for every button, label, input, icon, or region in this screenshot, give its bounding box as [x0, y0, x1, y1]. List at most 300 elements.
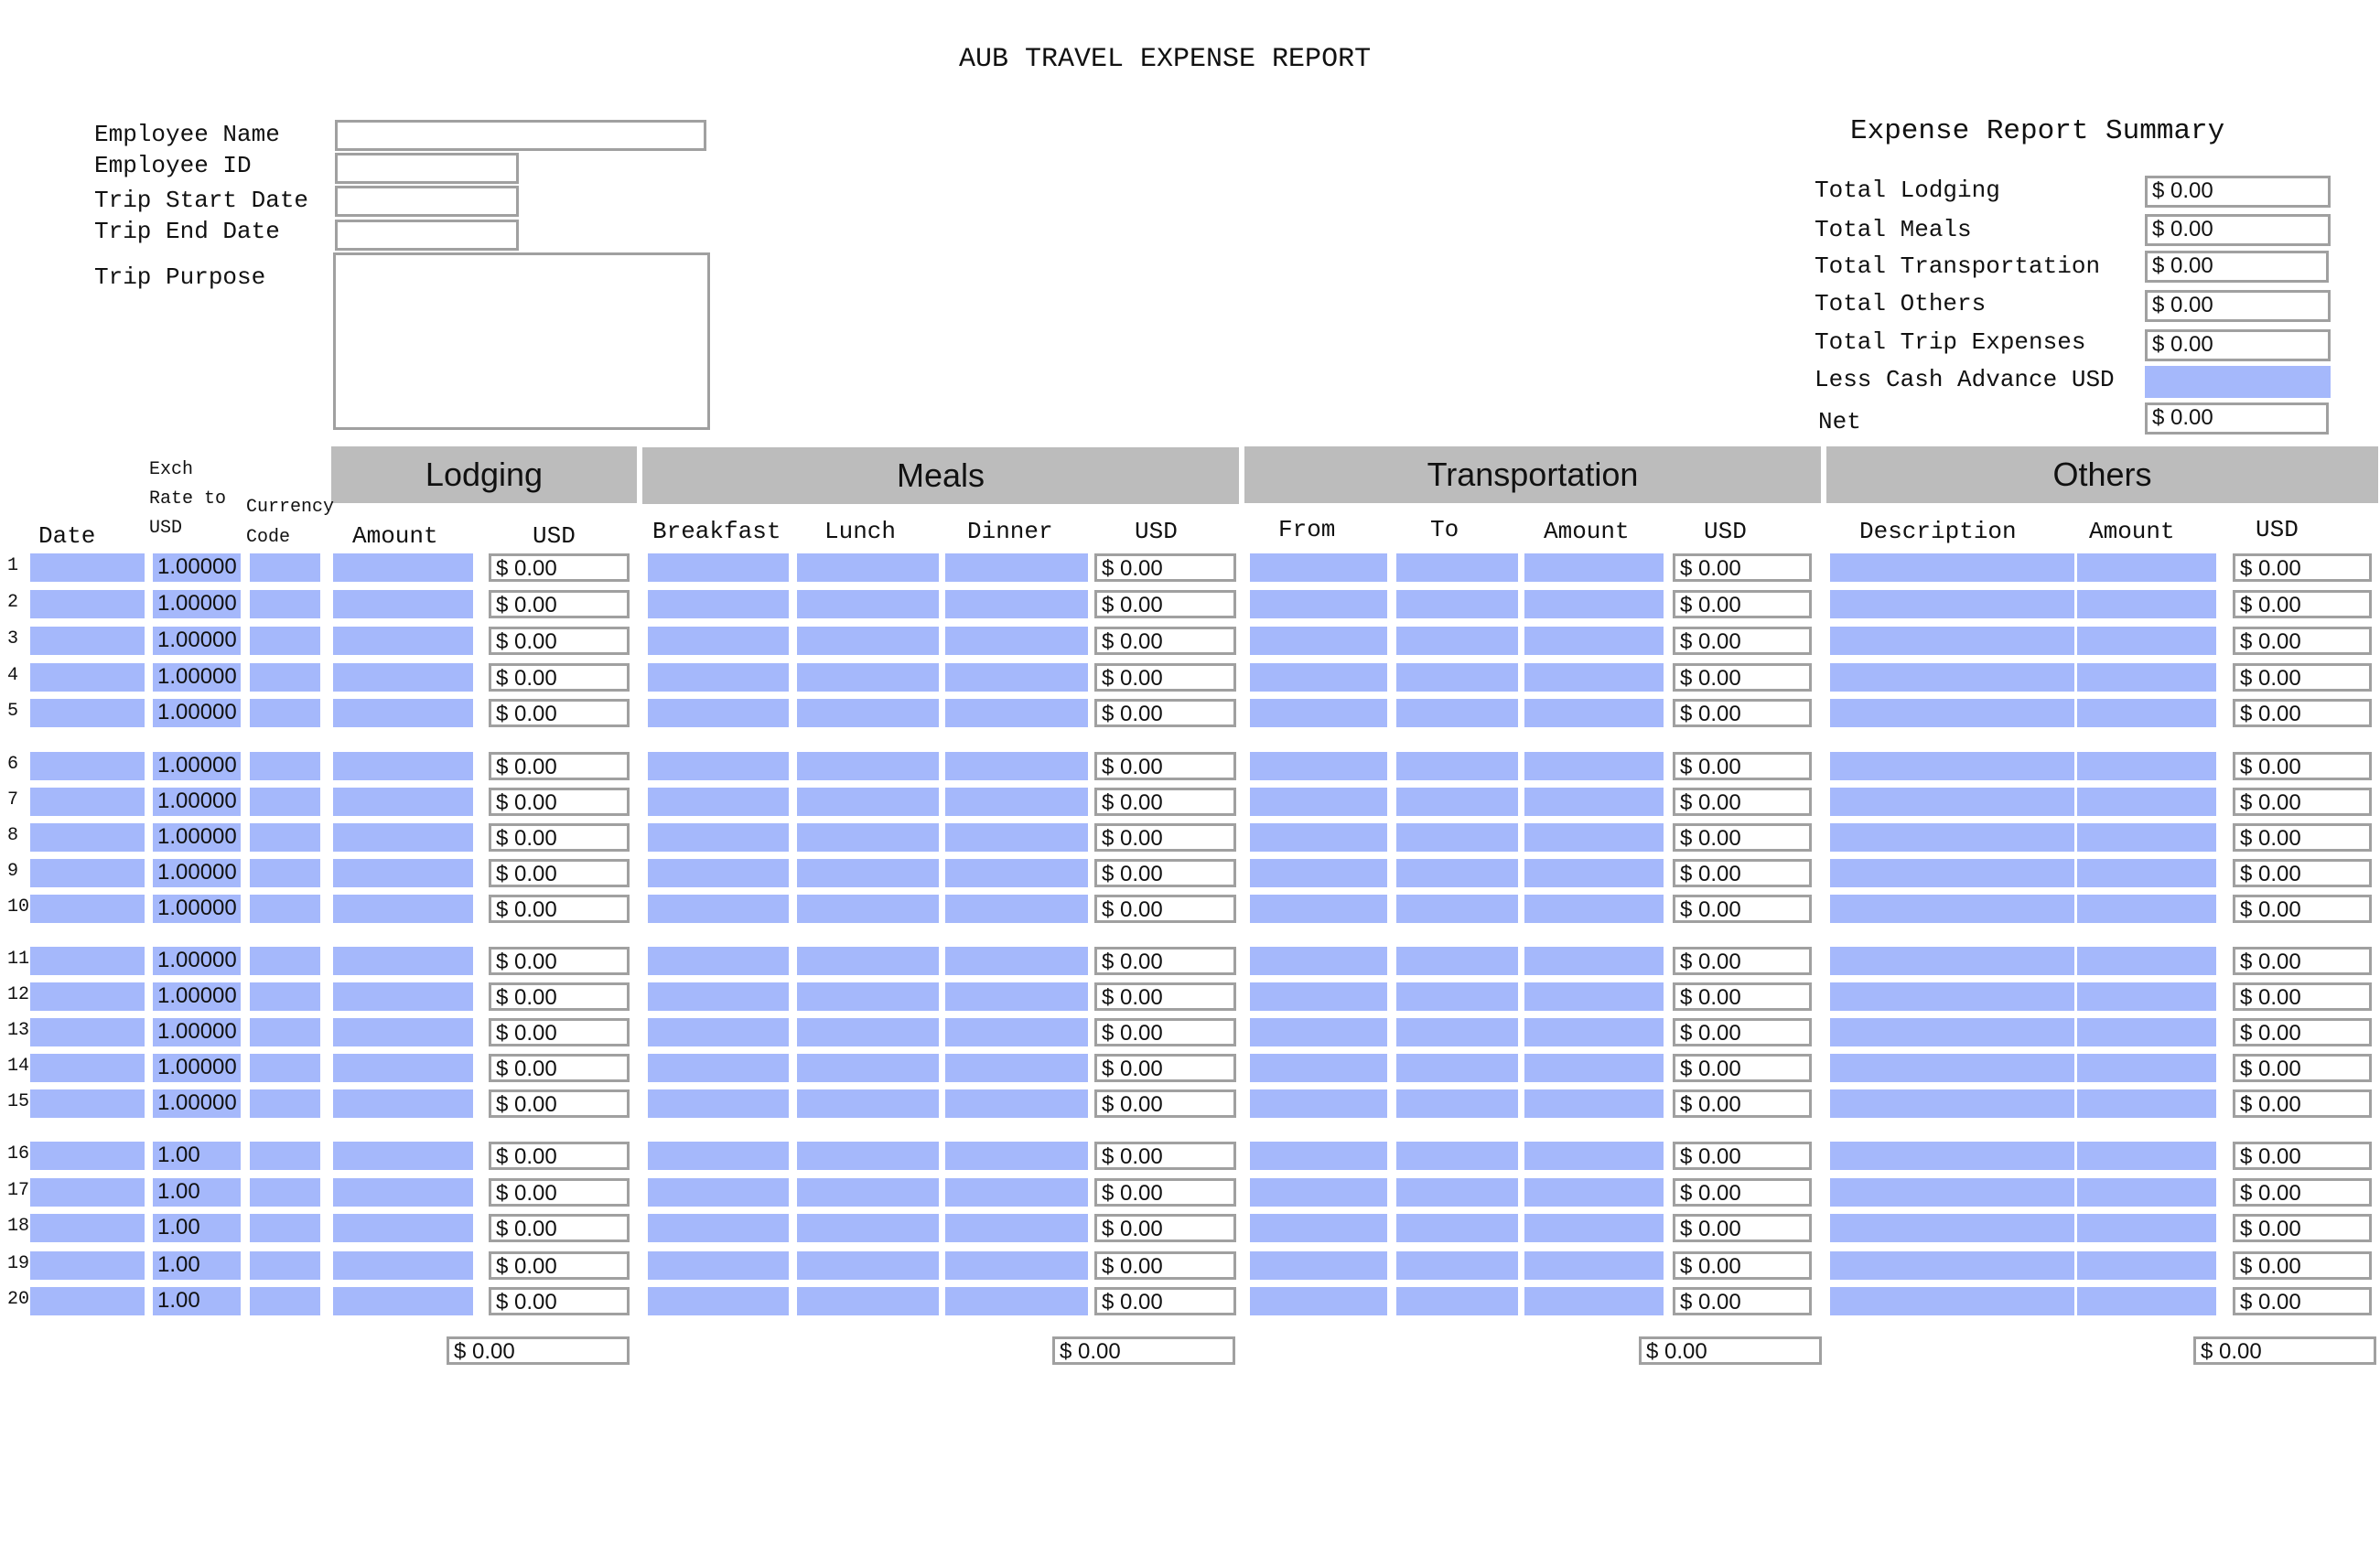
others-amount-field[interactable] — [2077, 823, 2216, 852]
row-number: 8 — [7, 825, 19, 846]
trip-start-date-label: Trip Start Date — [94, 187, 309, 214]
others-usd-value: $ 0.00 — [2233, 982, 2372, 1011]
transport-usd-value: $ 0.00 — [1673, 1142, 1812, 1170]
breakfast-field[interactable] — [648, 788, 789, 816]
description-field[interactable] — [1830, 699, 2074, 727]
to-field[interactable] — [1396, 1018, 1518, 1046]
to-field[interactable] — [1396, 627, 1518, 655]
exch-rate-field[interactable]: 1.00000 — [153, 553, 241, 582]
date-field[interactable] — [30, 627, 145, 655]
others-usd-value: $ 0.00 — [2233, 627, 2372, 655]
lunch-field[interactable] — [797, 895, 939, 923]
date-field[interactable] — [30, 663, 145, 692]
lodging-amount-field[interactable] — [333, 895, 473, 923]
date-field[interactable] — [30, 1251, 145, 1280]
currency-code-field[interactable] — [250, 663, 320, 692]
meals-usd-value: $ 0.00 — [1094, 1251, 1236, 1280]
lunch-field[interactable] — [797, 947, 939, 975]
lodging-usd-value: $ 0.00 — [489, 982, 630, 1011]
description-field[interactable] — [1830, 1214, 2074, 1242]
dinner-field[interactable] — [945, 1287, 1088, 1315]
lodging-amount-field[interactable] — [333, 1287, 473, 1315]
row-number: 13 — [7, 1020, 30, 1041]
exch-rate-field[interactable]: 1.00000 — [153, 590, 241, 618]
to-field[interactable] — [1396, 590, 1518, 618]
currency-code-field[interactable] — [250, 752, 320, 780]
lunch-field[interactable] — [797, 699, 939, 727]
others-amount-field[interactable] — [2077, 699, 2216, 727]
breakfast-field[interactable] — [648, 553, 789, 582]
to-field[interactable] — [1396, 1142, 1518, 1170]
date-field[interactable] — [30, 859, 145, 887]
employee-name-field[interactable] — [335, 120, 706, 151]
from-field[interactable] — [1250, 1054, 1387, 1082]
dinner-field[interactable] — [945, 1178, 1088, 1207]
lodging-amount-field[interactable] — [333, 859, 473, 887]
page-title: AUB TRAVEL EXPENSE REPORT — [959, 44, 1372, 75]
exch-rate-field[interactable]: 1.00000 — [153, 627, 241, 655]
dinner-field[interactable] — [945, 1142, 1088, 1170]
lodging-amount-field[interactable] — [333, 982, 473, 1011]
description-field[interactable] — [1830, 947, 2074, 975]
meals-usd-value: $ 0.00 — [1094, 1054, 1236, 1082]
transport-usd-value: $ 0.00 — [1673, 982, 1812, 1011]
transport-usd-value: $ 0.00 — [1673, 699, 1812, 727]
exch-rate-field[interactable]: 1.00 — [153, 1142, 241, 1170]
transport-amount-field[interactable] — [1524, 1142, 1664, 1170]
description-field[interactable] — [1830, 752, 2074, 780]
from-field[interactable] — [1250, 1018, 1387, 1046]
from-field[interactable] — [1250, 663, 1387, 692]
others-amount-field[interactable] — [2077, 1251, 2216, 1280]
meals-usd-value: $ 0.00 — [1094, 553, 1236, 582]
exch-rate-field[interactable]: 1.00 — [153, 1251, 241, 1280]
dinner-field[interactable] — [945, 859, 1088, 887]
currency-code-field[interactable] — [250, 590, 320, 618]
currency-code-field[interactable] — [250, 982, 320, 1011]
description-field[interactable] — [1830, 788, 2074, 816]
cash-advance-field[interactable] — [2145, 366, 2331, 398]
lunch-field[interactable] — [797, 553, 939, 582]
others-amount-field[interactable] — [2077, 895, 2216, 923]
transport-amount-field[interactable] — [1524, 752, 1664, 780]
currency-code-field[interactable] — [250, 895, 320, 923]
description-field[interactable] — [1830, 1142, 2074, 1170]
others-usd-value: $ 0.00 — [2233, 1178, 2372, 1207]
breakfast-field[interactable] — [648, 823, 789, 852]
col-exch-rate-line1: Exch — [149, 459, 194, 480]
lunch-field[interactable] — [797, 590, 939, 618]
meals-usd-value: $ 0.00 — [1094, 788, 1236, 816]
breakfast-field[interactable] — [648, 627, 789, 655]
meals-usd-value: $ 0.00 — [1094, 752, 1236, 780]
col-from: From — [1278, 516, 1336, 543]
date-field[interactable] — [30, 1018, 145, 1046]
date-field[interactable] — [30, 895, 145, 923]
breakfast-field[interactable] — [648, 1214, 789, 1242]
date-field[interactable] — [30, 699, 145, 727]
description-field[interactable] — [1830, 627, 2074, 655]
transport-amount-field[interactable] — [1524, 895, 1664, 923]
others-amount-field[interactable] — [2077, 1018, 2216, 1046]
total-meals-label: Total Meals — [1815, 216, 1972, 243]
dinner-field[interactable] — [945, 895, 1088, 923]
row-number: 17 — [7, 1180, 30, 1201]
from-field[interactable] — [1250, 1287, 1387, 1315]
from-field[interactable] — [1250, 1251, 1387, 1280]
lunch-field[interactable] — [797, 1178, 939, 1207]
exch-rate-field[interactable]: 1.00 — [153, 1178, 241, 1207]
meals-usd-value: $ 0.00 — [1094, 823, 1236, 852]
exch-rate-field[interactable]: 1.00 — [153, 1214, 241, 1242]
lunch-field[interactable] — [797, 1054, 939, 1082]
lodging-amount-field[interactable] — [333, 1142, 473, 1170]
from-field[interactable] — [1250, 752, 1387, 780]
date-field[interactable] — [30, 788, 145, 816]
others-amount-field[interactable] — [2077, 1089, 2216, 1118]
breakfast-field[interactable] — [648, 1089, 789, 1118]
currency-code-field[interactable] — [250, 1142, 320, 1170]
currency-code-field[interactable] — [250, 699, 320, 727]
description-field[interactable] — [1830, 663, 2074, 692]
currency-code-field[interactable] — [250, 1054, 320, 1082]
breakfast-field[interactable] — [648, 1251, 789, 1280]
to-field[interactable] — [1396, 895, 1518, 923]
lunch-field[interactable] — [797, 663, 939, 692]
description-field[interactable] — [1830, 553, 2074, 582]
currency-code-field[interactable] — [250, 1089, 320, 1118]
to-field[interactable] — [1396, 823, 1518, 852]
transport-amount-field[interactable] — [1524, 627, 1664, 655]
currency-code-field[interactable] — [250, 859, 320, 887]
transport-usd-value: $ 0.00 — [1673, 1178, 1812, 1207]
to-field[interactable] — [1396, 752, 1518, 780]
to-field[interactable] — [1396, 982, 1518, 1011]
others-amount-field[interactable] — [2077, 590, 2216, 618]
from-field[interactable] — [1250, 553, 1387, 582]
breakfast-field[interactable] — [648, 1287, 789, 1315]
exch-rate-field[interactable]: 1.00000 — [153, 823, 241, 852]
transportation-total: $ 0.00 — [1639, 1336, 1822, 1365]
breakfast-field[interactable] — [648, 859, 789, 887]
breakfast-field[interactable] — [648, 1018, 789, 1046]
exch-rate-field[interactable]: 1.00000 — [153, 1089, 241, 1118]
others-amount-field[interactable] — [2077, 947, 2216, 975]
dinner-field[interactable] — [945, 788, 1088, 816]
dinner-field[interactable] — [945, 1054, 1088, 1082]
description-field[interactable] — [1830, 895, 2074, 923]
total-lodging-value: $ 0.00 — [2145, 176, 2331, 208]
from-field[interactable] — [1250, 947, 1387, 975]
lunch-field[interactable] — [797, 1214, 939, 1242]
description-field[interactable] — [1830, 823, 2074, 852]
lodging-amount-field[interactable] — [333, 627, 473, 655]
breakfast-field[interactable] — [648, 982, 789, 1011]
exch-rate-field[interactable]: 1.00000 — [153, 947, 241, 975]
lunch-field[interactable] — [797, 627, 939, 655]
dinner-field[interactable] — [945, 982, 1088, 1011]
meals-usd-value: $ 0.00 — [1094, 627, 1236, 655]
date-field[interactable] — [30, 1214, 145, 1242]
others-amount-field[interactable] — [2077, 982, 2216, 1011]
to-field[interactable] — [1396, 1178, 1518, 1207]
row-number: 10 — [7, 896, 30, 918]
others-amount-field[interactable] — [2077, 553, 2216, 582]
from-field[interactable] — [1250, 982, 1387, 1011]
description-field[interactable] — [1830, 1054, 2074, 1082]
others-usd-value: $ 0.00 — [2233, 1251, 2372, 1280]
breakfast-field[interactable] — [648, 947, 789, 975]
date-field[interactable] — [30, 590, 145, 618]
transport-usd-value: $ 0.00 — [1673, 590, 1812, 618]
row-number: 12 — [7, 984, 30, 1005]
transport-amount-field[interactable] — [1524, 1018, 1664, 1046]
trip-end-date-field[interactable] — [335, 220, 519, 251]
meals-usd-value: $ 0.00 — [1094, 699, 1236, 727]
lunch-field[interactable] — [797, 982, 939, 1011]
dinner-field[interactable] — [945, 663, 1088, 692]
date-field[interactable] — [30, 947, 145, 975]
cash-advance-label: Less Cash Advance USD — [1815, 366, 2115, 393]
transport-amount-field[interactable] — [1524, 1089, 1664, 1118]
description-field[interactable] — [1830, 1089, 2074, 1118]
to-field[interactable] — [1396, 1251, 1518, 1280]
from-field[interactable] — [1250, 627, 1387, 655]
from-field[interactable] — [1250, 1178, 1387, 1207]
exch-rate-field[interactable]: 1.00 — [153, 1287, 241, 1315]
others-usd-value: $ 0.00 — [2233, 1287, 2372, 1315]
col-lodging-usd: USD — [533, 522, 576, 550]
lodging-amount-field[interactable] — [333, 788, 473, 816]
transport-amount-field[interactable] — [1524, 982, 1664, 1011]
total-trip-expenses-label: Total Trip Expenses — [1815, 328, 2086, 356]
transport-amount-field[interactable] — [1524, 859, 1664, 887]
exch-rate-field[interactable]: 1.00000 — [153, 1018, 241, 1046]
from-field[interactable] — [1250, 823, 1387, 852]
from-field[interactable] — [1250, 788, 1387, 816]
others-amount-field[interactable] — [2077, 752, 2216, 780]
date-field[interactable] — [30, 982, 145, 1011]
employee-id-field[interactable] — [335, 153, 519, 184]
to-field[interactable] — [1396, 1287, 1518, 1315]
col-currency-code-line2: Code — [246, 527, 291, 548]
from-field[interactable] — [1250, 590, 1387, 618]
description-field[interactable] — [1830, 590, 2074, 618]
date-field[interactable] — [30, 1142, 145, 1170]
from-field[interactable] — [1250, 1089, 1387, 1118]
transport-usd-value: $ 0.00 — [1673, 947, 1812, 975]
lodging-usd-value: $ 0.00 — [489, 895, 630, 923]
date-field[interactable] — [30, 1089, 145, 1118]
trip-purpose-field[interactable] — [333, 252, 710, 430]
description-field[interactable] — [1830, 1251, 2074, 1280]
transport-amount-field[interactable] — [1524, 1287, 1664, 1315]
from-field[interactable] — [1250, 699, 1387, 727]
others-amount-field[interactable] — [2077, 627, 2216, 655]
dinner-field[interactable] — [945, 1018, 1088, 1046]
description-field[interactable] — [1830, 1018, 2074, 1046]
breakfast-field[interactable] — [648, 1142, 789, 1170]
dinner-field[interactable] — [945, 823, 1088, 852]
meals-usd-value: $ 0.00 — [1094, 1178, 1236, 1207]
exch-rate-field[interactable]: 1.00000 — [153, 699, 241, 727]
to-field[interactable] — [1396, 1214, 1518, 1242]
transport-usd-value: $ 0.00 — [1673, 627, 1812, 655]
others-usd-value: $ 0.00 — [2233, 1089, 2372, 1118]
to-field[interactable] — [1396, 553, 1518, 582]
from-field[interactable] — [1250, 1142, 1387, 1170]
transport-amount-field[interactable] — [1524, 947, 1664, 975]
others-amount-field[interactable] — [2077, 1178, 2216, 1207]
description-field[interactable] — [1830, 982, 2074, 1011]
col-to: To — [1430, 516, 1459, 543]
breakfast-field[interactable] — [648, 1178, 789, 1207]
lunch-field[interactable] — [797, 788, 939, 816]
to-field[interactable] — [1396, 1054, 1518, 1082]
meals-usd-value: $ 0.00 — [1094, 1142, 1236, 1170]
col-dinner: Dinner — [967, 518, 1053, 545]
transport-amount-field[interactable] — [1524, 699, 1664, 727]
dinner-field[interactable] — [945, 553, 1088, 582]
date-field[interactable] — [30, 823, 145, 852]
breakfast-field[interactable] — [648, 895, 789, 923]
date-field[interactable] — [30, 553, 145, 582]
transport-amount-field[interactable] — [1524, 553, 1664, 582]
lodging-amount-field[interactable] — [333, 1214, 473, 1242]
dinner-field[interactable] — [945, 627, 1088, 655]
date-field[interactable] — [30, 1287, 145, 1315]
currency-code-field[interactable] — [250, 1018, 320, 1046]
dinner-field[interactable] — [945, 752, 1088, 780]
currency-code-field[interactable] — [250, 947, 320, 975]
lodging-amount-field[interactable] — [333, 1054, 473, 1082]
lodging-amount-field[interactable] — [333, 553, 473, 582]
currency-code-field[interactable] — [250, 1178, 320, 1207]
lodging-amount-field[interactable] — [333, 1251, 473, 1280]
to-field[interactable] — [1396, 663, 1518, 692]
exch-rate-field[interactable]: 1.00000 — [153, 752, 241, 780]
transport-amount-field[interactable] — [1524, 590, 1664, 618]
lunch-field[interactable] — [797, 823, 939, 852]
date-field[interactable] — [30, 1054, 145, 1082]
currency-code-field[interactable] — [250, 627, 320, 655]
description-field[interactable] — [1830, 1178, 2074, 1207]
others-usd-value: $ 0.00 — [2233, 699, 2372, 727]
to-field[interactable] — [1396, 859, 1518, 887]
transport-amount-field[interactable] — [1524, 788, 1664, 816]
dinner-field[interactable] — [945, 1251, 1088, 1280]
transport-amount-field[interactable] — [1524, 1251, 1664, 1280]
transport-amount-field[interactable] — [1524, 1054, 1664, 1082]
trip-start-date-field[interactable] — [335, 186, 519, 217]
others-amount-field[interactable] — [2077, 1214, 2216, 1242]
others-amount-field[interactable] — [2077, 788, 2216, 816]
lunch-field[interactable] — [797, 1142, 939, 1170]
total-meals-value: $ 0.00 — [2145, 214, 2331, 246]
from-field[interactable] — [1250, 859, 1387, 887]
others-amount-field[interactable] — [2077, 1287, 2216, 1315]
others-usd-value: $ 0.00 — [2233, 1018, 2372, 1046]
transport-amount-field[interactable] — [1524, 1178, 1664, 1207]
row-number: 20 — [7, 1289, 30, 1310]
lunch-field[interactable] — [797, 1018, 939, 1046]
dinner-field[interactable] — [945, 947, 1088, 975]
exch-rate-field[interactable]: 1.00000 — [153, 859, 241, 887]
others-usd-value: $ 0.00 — [2233, 663, 2372, 692]
from-field[interactable] — [1250, 895, 1387, 923]
others-amount-field[interactable] — [2077, 1054, 2216, 1082]
transport-amount-field[interactable] — [1524, 1214, 1664, 1242]
lunch-field[interactable] — [797, 1287, 939, 1315]
lunch-field[interactable] — [797, 752, 939, 780]
transport-amount-field[interactable] — [1524, 823, 1664, 852]
exch-rate-field[interactable]: 1.00000 — [153, 982, 241, 1011]
currency-code-field[interactable] — [250, 788, 320, 816]
date-field[interactable] — [30, 1178, 145, 1207]
lodging-amount-field[interactable] — [333, 1178, 473, 1207]
lodging-amount-field[interactable] — [333, 823, 473, 852]
lunch-field[interactable] — [797, 1089, 939, 1118]
others-amount-field[interactable] — [2077, 1142, 2216, 1170]
lunch-field[interactable] — [797, 859, 939, 887]
description-field[interactable] — [1830, 859, 2074, 887]
dinner-field[interactable] — [945, 1089, 1088, 1118]
lunch-field[interactable] — [797, 1251, 939, 1280]
dinner-field[interactable] — [945, 699, 1088, 727]
currency-code-field[interactable] — [250, 1214, 320, 1242]
to-field[interactable] — [1396, 788, 1518, 816]
lodging-usd-value: $ 0.00 — [489, 1018, 630, 1046]
currency-code-field[interactable] — [250, 1251, 320, 1280]
lodging-amount-field[interactable] — [333, 663, 473, 692]
to-field[interactable] — [1396, 947, 1518, 975]
description-field[interactable] — [1830, 1287, 2074, 1315]
breakfast-field[interactable] — [648, 1054, 789, 1082]
transport-amount-field[interactable] — [1524, 663, 1664, 692]
lodging-amount-field[interactable] — [333, 752, 473, 780]
exch-rate-field[interactable]: 1.00000 — [153, 1054, 241, 1082]
exch-rate-field[interactable]: 1.00000 — [153, 895, 241, 923]
dinner-field[interactable] — [945, 1214, 1088, 1242]
exch-rate-field[interactable]: 1.00000 — [153, 788, 241, 816]
to-field[interactable] — [1396, 1089, 1518, 1118]
currency-code-field[interactable] — [250, 553, 320, 582]
from-field[interactable] — [1250, 1214, 1387, 1242]
others-amount-field[interactable] — [2077, 663, 2216, 692]
others-amount-field[interactable] — [2077, 859, 2216, 887]
to-field[interactable] — [1396, 699, 1518, 727]
lodging-amount-field[interactable] — [333, 1089, 473, 1118]
lodging-usd-value: $ 0.00 — [489, 788, 630, 816]
exch-rate-field[interactable]: 1.00000 — [153, 663, 241, 692]
breakfast-field[interactable] — [648, 663, 789, 692]
lodging-amount-field[interactable] — [333, 947, 473, 975]
breakfast-field[interactable] — [648, 752, 789, 780]
lodging-usd-value: $ 0.00 — [489, 627, 630, 655]
lodging-amount-field[interactable] — [333, 1018, 473, 1046]
currency-code-field[interactable] — [250, 823, 320, 852]
dinner-field[interactable] — [945, 590, 1088, 618]
breakfast-field[interactable] — [648, 590, 789, 618]
meals-total: $ 0.00 — [1052, 1336, 1235, 1365]
date-field[interactable] — [30, 752, 145, 780]
transport-usd-value: $ 0.00 — [1673, 1018, 1812, 1046]
lodging-amount-field[interactable] — [333, 590, 473, 618]
breakfast-field[interactable] — [648, 699, 789, 727]
currency-code-field[interactable] — [250, 1287, 320, 1315]
lodging-section-header: Lodging — [331, 446, 637, 503]
lodging-amount-field[interactable] — [333, 699, 473, 727]
